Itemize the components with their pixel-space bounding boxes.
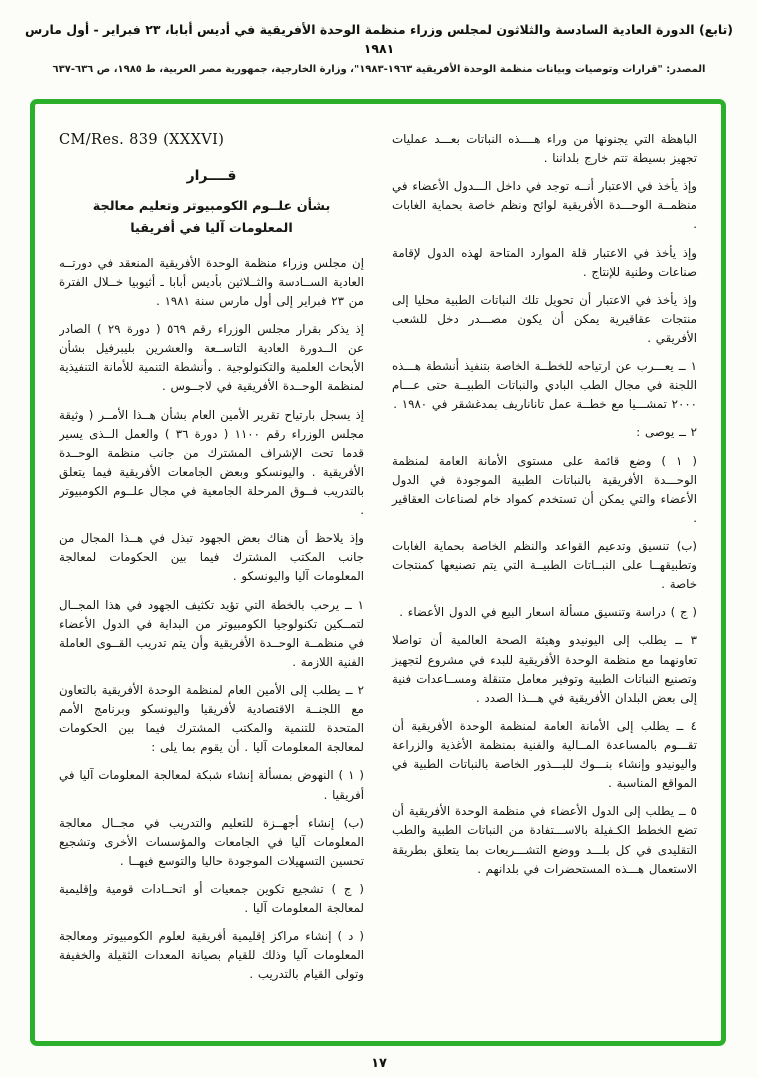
- paragraph: (ب) إنشاء أجهــزة للتعليم والتدريب في مجــال معالجة المعلومات آليا في الجامعات والمؤسسات الأخرى وتشجيع تحسين التسهيلات الموجودة حاليا والتوسع فيهــا .: [59, 815, 364, 868]
- paragraph: إذ يسجل بارتياح تقرير الأمين العام بشأن هــذا الأمــر ( وثيقة مجلس الوزراء رقم ١١٠٠ ( دورة ٣٦ ) والعمل الــذى يسير قدما تحت الإشراف المشترك من جانب منظمة الوحــدة الأفريقية . واليونسكو وبعض الجامعات الأفريقية فيما يتعلق بالتدريب فــوق المرحلة الجامعية في مجال علــوم الكومبيوتر .: [59, 407, 364, 518]
- paragraph: ٥ ــ يطلب إلى الدول الأعضاء في منظمة الوحدة الأفريقية أن تضع الخطط الكـفيلة بالاســـتفادة من النباتات الطبية والطب التقليدى في كل بلـــد ووضع التشـــريعات بما يتعلق بطريقة الاستعمال هـــذه المستحضرات في بلدانهم .: [392, 804, 697, 876]
- paragraph: ٣ ــ يطلب إلى اليونيدو وهيئة الصحة العالمية أن تواصلا تعاونهما مع منظمة الوحدة الأفريقية للبدء في مشروع لتجهيز وتصنيع النباتات الطبية وتوفير معامل متنقلة ومســاعدات فنية إلى بعض البلدان الأفريقية في هـــذا الصدد .: [392, 633, 697, 705]
- paragraph: ( د ) إنشاء مراكز إقليمية أفريقية لعلوم الكومبيوتر ومعالجة المعلومات آليا وذلك للقيام بصيانة المعدات الثقيلة والخفيفة وتولى القيام بالتدريب .: [59, 929, 364, 982]
- page-caption: [16, 20, 742, 75]
- paragraph: ٢ ــ يطلب إلى الأمين العام لمنظمة الوحدة الأفريقية بالتعاون مع اللجنــة الاقتصادية لأفريقيا واليونسكو وبرنامج الأمم المتحدة للتنمية والمكتب المشترك فيما بين الحكومات لمعالجة المعلومات آليا . أن يقوم بما يلى :: [59, 682, 364, 755]
- resolution-heading: قــــرار: [186, 168, 237, 184]
- paragraph: وإذ يأخذ في الاعتبار أنــه توجد في داخل الـــدول الأعضاء في منظمــة الوحـــدة الأفريقية لوائح ونظم خاصة بحماية الغابات .: [392, 179, 697, 232]
- paragraph: (ب) تنسيق وتدعيم القواعد والنظم الخاصة بحماية الغابات وتطبيقهــا على النبــاتات الطبيــة التي يتم تصنيعها كمنتجات خاصة .: [392, 538, 697, 592]
- paragraph: ( ج ) دراسة وتنسيق مسألة اسعار البيع في الدول الأعضاء .: [399, 605, 697, 620]
- column-right: [392, 130, 697, 1027]
- session-caption: (تابع) الدورة العادية السادسة والثلاثون لمجلس وزراء منظمة الوحدة الأفريقية في أديس أبابا، ٢٣ فبراير - أول مارس ١٩٨١: [25, 22, 733, 57]
- paragraph: وإذ يلاحظ أن هناك بعض الجهود تبذل في هــذا المجال من جانب المكتب المشترك فيما بين الحكومات لمعالجة المعلومات آليا واليونسكو .: [59, 531, 364, 584]
- page-number: ١٧: [371, 1056, 387, 1071]
- paragraph: ١ ــ يرحب بالخطة التي تؤيد تكثيف الجهود في هذا المجــال لتمــكين تكنولوجيا الكومبيوتر من البداية في الدول الأعضاء في منظمــة الوحــدة الأفريقية وأن يتم تدريب القــوى العاملة الفنية اللازمة .: [59, 597, 364, 669]
- paragraph: الباهظة التي يجنونها من وراء هــــذه النباتات بعـــد عمليات تجهيز بسيطة تتم خارج بلداننا .: [392, 132, 697, 166]
- paragraph: إن مجلس وزراء منظمة الوحدة الأفريقية المنعقد في دورتــه العادية الســادسة والثــلاثين بأديس أبابا ـ أثيوبيا خــلال الفترة من ٢٣ فبراير إلى أول مارس سنة ١٩٨١ .: [59, 255, 364, 308]
- paragraph: وإذ يأخذ في الاعتبار قلة الموارد المتاحة لهذه الدول لإقامة صناعات وطنية للإنتاج .: [392, 245, 697, 279]
- paragraph: ( ١ ) وضع قائمة على مستوى الأمانة العامة لمنظمة الوحـــدة الأفريقية بالنباتات الطبية الموجودة في الدول الأعضاء والتي يمكن أن تستخدم كمواد خام لصناعات العقاقير .: [392, 453, 697, 525]
- paragraph: ٢ ــ يوصى :: [636, 425, 697, 440]
- two-column-layout: [59, 130, 697, 1027]
- paragraph: وإذ يأخذ في الاعتبار أن تحويل تلك النباتات الطبية محليا إلى منتجات عقاقيرية يمكن أن يكون مصـــدر دخل للشعب الأفريقي .: [392, 292, 697, 345]
- resolution-ref: CM/Res. 839 (XXXVI): [59, 132, 225, 148]
- paragraph: ( ١ ) النهوض بمسألة إنشاء شبكة لمعالجة المعلومات آليا في أفريقيا .: [59, 768, 364, 802]
- paragraph: ( ج ) تشجيع تكوين جمعيات أو اتحــادات قومية وإقليمية لمعالجة المعلومات آليا .: [59, 881, 364, 916]
- paragraph: إذ يذكر بقرار مجلس الوزراء رقم ٥٦٩ ( دورة ٢٩ ) الصادر عن الــدورة العادية التاســعة والعشرين بليبرفيل بشأن الأبحاث العلمية والتكنولوجية . وأنشطة التنمية للأمانة التنفيذية لمنظمة الوحــدة الأفريقية في لاجــوس .: [59, 322, 365, 394]
- paragraph: ٤ ــ يطلب إلى الأمانة العامة لمنظمة الوحدة الأفريقية أن تقـــوم بالمساعدة المــالية والفنية بمنظمة الأغذية والزراعة واليونيدو وإنشاء بنـــوك للبـــذور الخاصة بالنباتات الطبية في المواقع المناسبة .: [392, 718, 697, 791]
- paragraph: ١ ــ يعـــرب عن ارتياحه للخطــة الخاصة بتنفيذ أنشطة هـــذه اللجنة في مجال الطب البادي والنباتات الطبيــة حتى عـــام ٢٠٠٠ تمشـــيا مع خطــة عمل تاناناريف بمدغشقر في ١٩٨٠ .: [392, 359, 697, 412]
- resolution-title: بشأن علــوم الكومبيوتر وتعليم معالجة المعلومات آليا في أفريقيا: [92, 199, 331, 237]
- column-left: [59, 130, 364, 1027]
- source-note: المصدر: "قرارات وتوصيات وبيانات منظمة الوحدة الأفريقية ١٩٦٣-١٩٨٣"، وزارة الخارجية، جمهورية مصر العربية، ط ١٩٨٥، ص ٦٣٦-٦٣٧: [52, 63, 706, 75]
- document-frame: [30, 99, 726, 1046]
